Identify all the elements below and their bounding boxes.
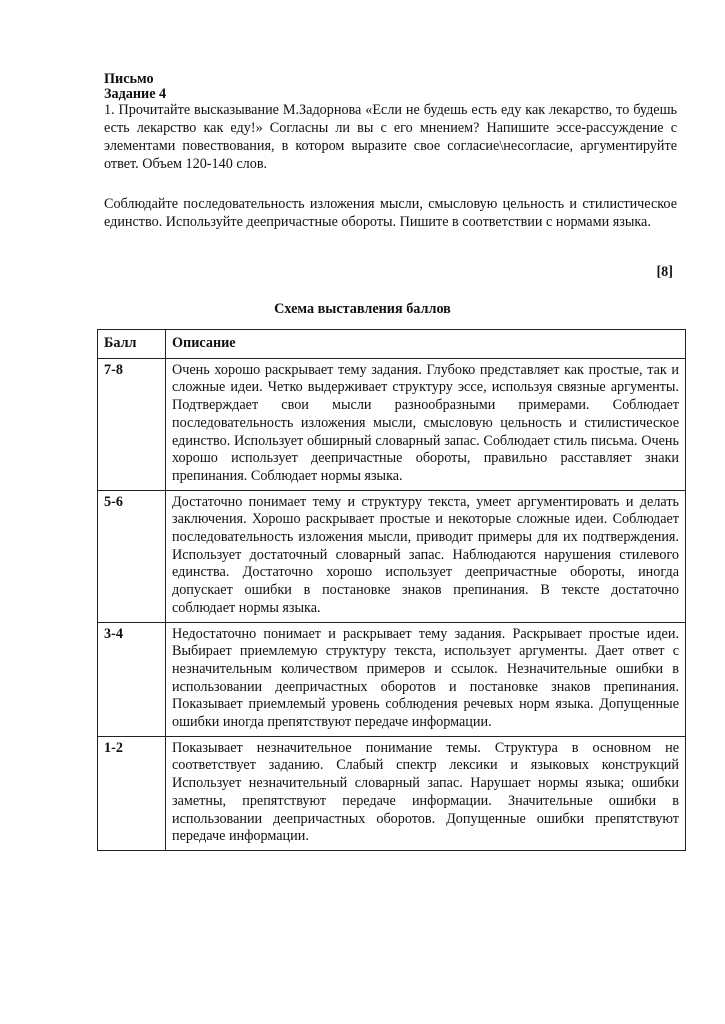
row-points: 3-4 [98,622,166,736]
table-row [98,490,686,622]
scheme-title: Схема выставления баллов [274,301,451,317]
table-row [98,622,686,736]
table-row [98,358,686,490]
row-description: Достаточно понимает тему и структуру текста, умеет аргументировать и делать заключения. Хорошо раскрывает простые и некоторые сложные идеи. Соблюдает последовательность изложения мысли, приводит примеры для их подтверждения. Использует достаточный словарный запас. Наблюдаются нарушения стилевого единства. Достаточно хорошо использует деепричастные обороты, иногда допускает ошибки в постановке знаков препинания. В тексте достаточно соблюдает нормы языка. [166,490,686,622]
section-title: Письмо [104,71,154,87]
table-header-row [98,330,686,359]
row-description: Очень хорошо раскрывает тему задания. Глубоко представляет как простые, так и сложные идеи. Четко выдерживает структуру эссе, используя связные аргументы. Подтверждает свои мысли разнообразными примерами. Соблюдает последовательность изложения мысли, смысловую цельность и стилистическое единство. Использует обширный словарный запас. Соблюдает стиль письма. Очень хорошо использует деепричастные обороты, правильно расставляет знаки препинания. Соблюдает нормы языка. [166,358,686,490]
task-instructions: Соблюдайте последовательность изложения мысли, смысловую цельность и стилистическое единство. Используйте деепричастные обороты. Пишите в соответствии с нормами языка. [104,196,677,230]
task-number: Задание 4 [104,86,167,102]
scoring-table [97,329,686,851]
row-points: 1-2 [98,736,166,850]
table-row [98,736,686,850]
column-header-description: Описание [166,330,686,359]
task-text: 1. Прочитайте высказывание М.Задорнова «Если не будешь есть еду как лекарство, то будешь есть лекарство как еду!» Согласны ли вы с его мнением? Напишите эссе-рассуждение с элементами повествования, в котором выразите свое согласие\несогласие, аргументируйте ответ. Объем 120-140 слов. [104,102,677,172]
row-description: Недостаточно понимает и раскрывает тему задания. Раскрывает простые идеи. Выбирает приемлемую структуру текста, использует аргументы. Дает ответ с незначительным количеством примеров и ссылок. Незначительные ошибки в использовании деепричастных оборотов и постановке знаков препинания. Показывает приемлемый уровень соблюдения речевых норм языка. Допущенные ошибки иногда препятствуют передаче информации. [166,622,686,736]
column-header-points: Балл [98,330,166,359]
row-points: 5-6 [98,490,166,622]
row-points: 7-8 [98,358,166,490]
max-score: [8] [656,264,673,280]
row-description: Показывает незначительное понимание темы. Структура в основном не соответствует заданию. Слабый спектр лексики и языковых конструкций Использует незначительный словарный запас. Нарушает нормы языка; ошибки заметны, препятствуют передаче информации. Значительные ошибки в использовании деепричастных оборотов. Допущенные ошибки препятствуют передаче информации. [166,736,686,850]
